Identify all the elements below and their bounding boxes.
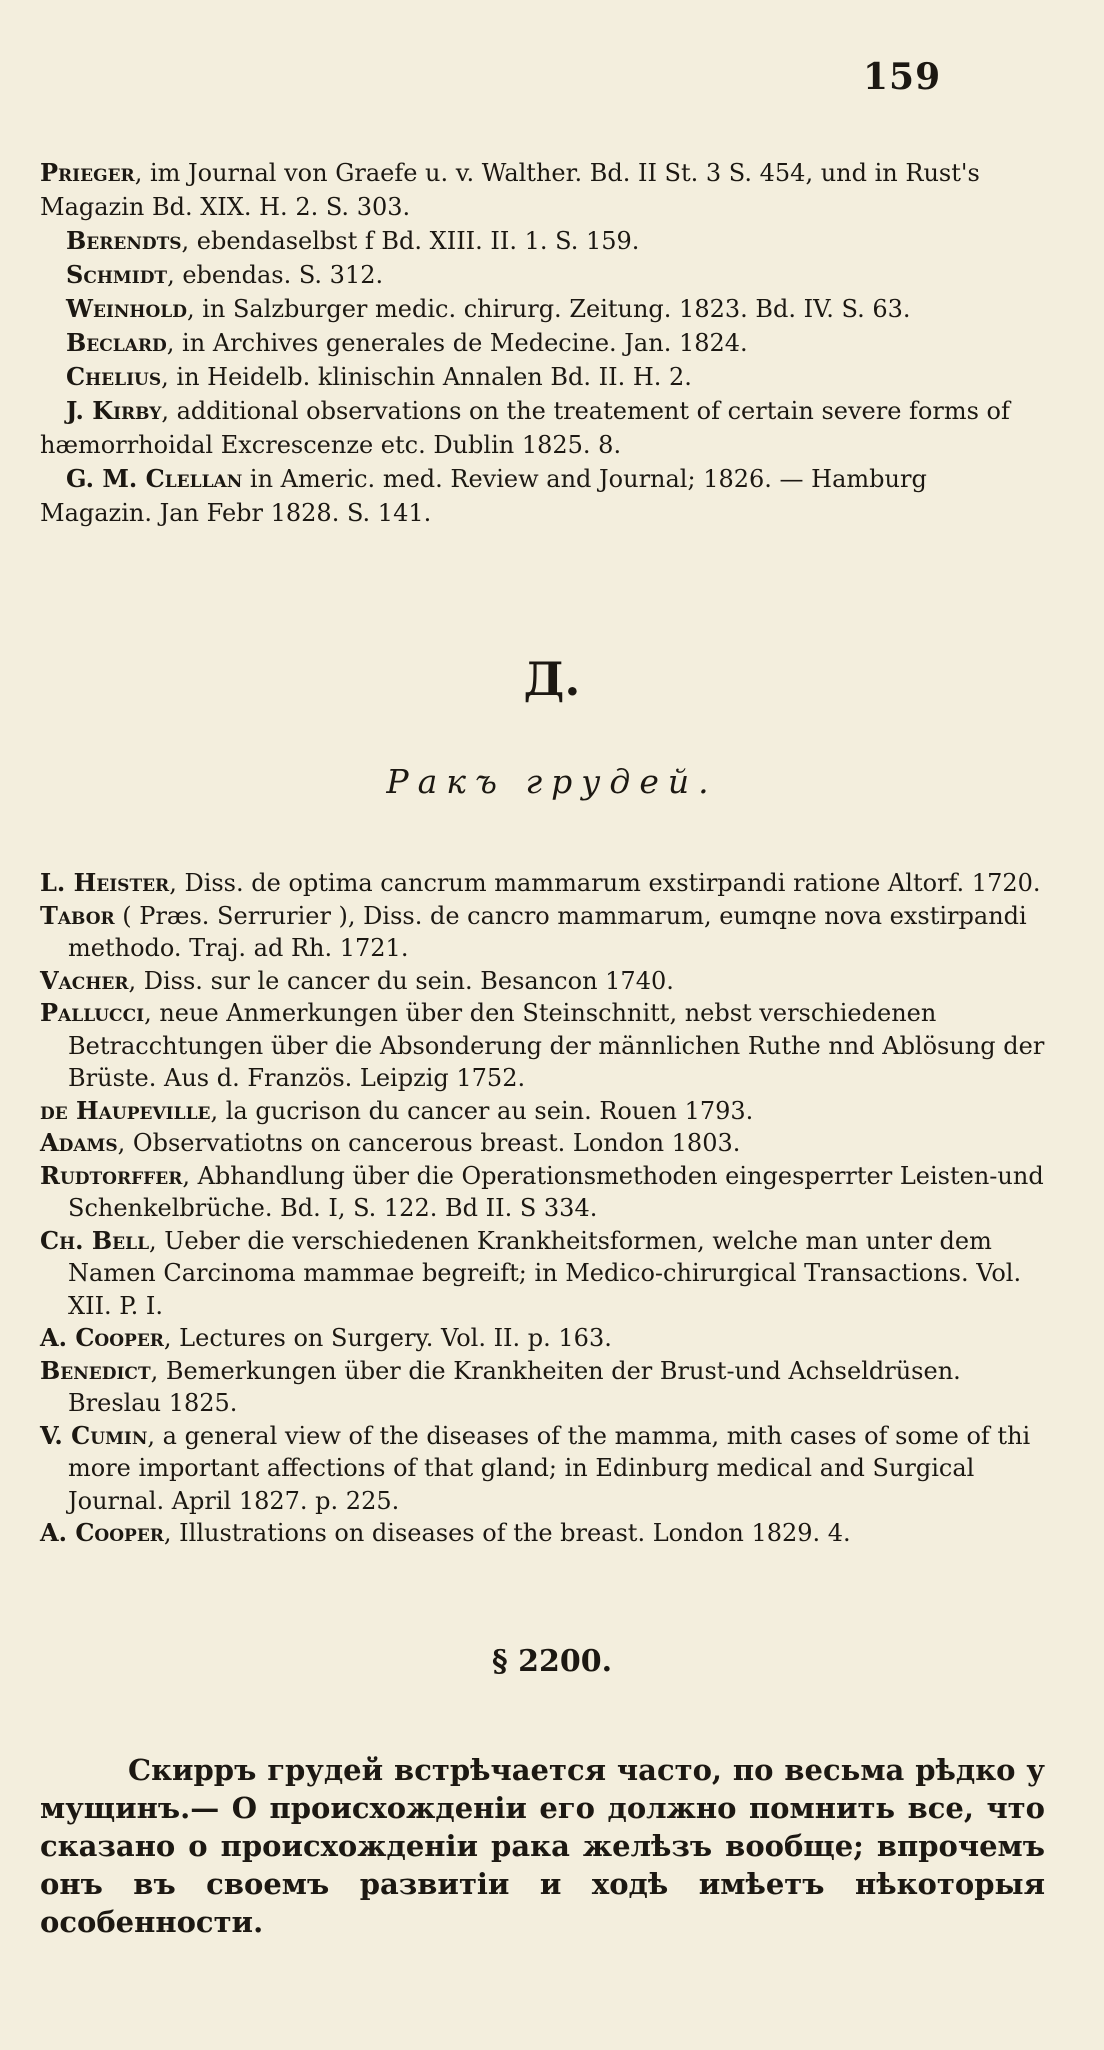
reference-text: , in Heidelb. klinischin Annalen Bd. II. H. 2. — [161, 363, 692, 391]
reference-text: , in Salzburger medic. chirurg. Zeitung. 1823. Bd. IV. S. 63. — [186, 295, 911, 323]
reference-entry — [40, 258, 1045, 292]
reference-text: ( Præs. Serrurier ), Diss. de cancro mammarum, eumqne nova exstirpandi methodo. Traj. ad Rh. 1721. — [68, 901, 1027, 962]
reference-entry — [40, 360, 1045, 394]
reference-text: , Diss. de optima cancrum mammarum exstirpandi ratione Altorf. 1720. — [169, 869, 1041, 897]
reference-entry — [40, 224, 1045, 258]
page-number: 159 — [863, 56, 942, 98]
reference-author: Prieger — [40, 158, 135, 187]
reference-entry — [40, 156, 1045, 224]
reference-entry — [40, 997, 1045, 1095]
reference-author: Ch. Bell — [40, 1225, 150, 1255]
reference-entry — [40, 1355, 1045, 1420]
reference-entry — [40, 1160, 1045, 1225]
reference-text: in Americ. med. Review and Journal; 1826. — Hamburg Magazin. Jan Febr 1828. S. 141. — [40, 465, 927, 527]
reference-text: , Illustrations on diseases of the breast. London 1829. 4. — [163, 1519, 851, 1547]
reference-text: , Bemerkungen über die Krankheiten der Brust-und Achseldrüsen. Breslau 1825. — [68, 1356, 961, 1417]
reference-author: Beclard — [66, 328, 167, 357]
reference-text: , la gucrison du cancer au sein. Rouen 1793. — [210, 1096, 754, 1125]
reference-author: Pallucci — [40, 998, 145, 1027]
reference-entry — [40, 1225, 1045, 1323]
reference-text: , in Archives generales de Medecine. Jan. 1824. — [166, 329, 748, 357]
reference-text: , Ueber die verschiedenen Krankheitsformen, welche man unter dem Namen Carcinoma mammae begreift; in Medico-chirurgical Transactions. Vol. XII. P. I. — [68, 1226, 1022, 1320]
reference-author: de Haupeville — [40, 1095, 211, 1125]
body-paragraph: Скирръ грудей встрѣчается часто, по весьма рѣдко у мущинъ.— О происхожденіи его должно помнить все, что сказано о происхожденіи рака желѣзъ вообще; впрочемъ онъ въ своемъ развитіи и ходѣ имѣетъ нѣкоторыя особенности. — [40, 1753, 1045, 1939]
reference-author: Adams — [40, 1128, 118, 1157]
reference-text: , neue Anmerkungen über den Steinschnitt, nebst verschiedenen Betracchtungen über die Absonderung der männlichen Ruthe nnd Ablösung der Brüste. Aus d. Französ. Leipzig 1752. — [68, 999, 1045, 1092]
reference-text: , Lectures on Surgery. Vol. II. p. 163. — [163, 1324, 612, 1352]
reference-text: , ebendas. S. 312. — [167, 261, 384, 289]
reference-entry — [40, 462, 1045, 530]
reference-text: , Diss. sur le cancer du sein. Besancon 1740. — [128, 966, 674, 995]
reference-author: Weinhold — [66, 294, 187, 323]
reference-entry — [40, 1127, 1045, 1160]
reference-text: , im Journal von Graefe u. v. Walther. Bd. II St. 3 S. 454, und in Rust's Magazin Bd. XIX. H. 2. S. 303. — [40, 159, 980, 221]
reference-entry — [40, 1095, 1045, 1128]
reference-entry — [40, 900, 1045, 965]
section-title: Ракъ грудей. — [386, 762, 718, 801]
references-bottom — [40, 867, 1045, 1550]
section-letter: Д. — [523, 652, 581, 706]
reference-author: L. Heister — [40, 868, 170, 897]
reference-entry — [40, 326, 1045, 360]
reference-author: G. M. Clellan — [66, 464, 243, 493]
reference-text: , Abhandlung über die Operationsmethoden eingesperrter Leisten-und Schenkelbrüche. Bd. I, S. 122. Bd II. S 334. — [68, 1161, 1044, 1222]
reference-author: A. Cooper — [40, 1518, 164, 1547]
reference-entry — [40, 1517, 1045, 1550]
reference-entry — [40, 867, 1045, 900]
reference-author: A. Cooper — [40, 1323, 164, 1352]
reference-entry — [40, 292, 1045, 326]
reference-author: Schmidt — [66, 260, 168, 289]
reference-text: , ebendaselbst f Bd. XIII. II. 1. S. 159. — [181, 227, 640, 255]
references-top — [40, 156, 1045, 530]
reference-entry — [40, 1420, 1045, 1518]
reference-entry — [40, 1322, 1045, 1355]
reference-author: Vacher — [40, 965, 129, 995]
section-mark: § 2200. — [491, 1644, 613, 1679]
reference-entry — [40, 965, 1045, 998]
reference-author: V. Cumin — [40, 1420, 148, 1450]
reference-author: Benedict — [40, 1355, 151, 1385]
reference-text: , Observatiotns on cancerous breast. London 1803. — [117, 1129, 741, 1157]
reference-text: , additional observations on the treatement of certain severe forms of hæmorrhoidal Excrescenze etc. Dublin 1825. 8. — [40, 397, 1010, 459]
reference-author: Berendts — [66, 226, 182, 255]
reference-author: Tabor — [40, 900, 115, 930]
reference-author: Chelius — [66, 362, 162, 391]
reference-author: J. Kirby — [66, 396, 162, 425]
reference-entry — [40, 394, 1045, 462]
reference-author: Rudtorffer — [40, 1160, 183, 1190]
reference-text: , a general view of the diseases of the mamma, mith cases of some of thi more important affections of that gland; in Edinburg medical and Surgical Journal. April 1827. p. 225. — [68, 1421, 1031, 1515]
